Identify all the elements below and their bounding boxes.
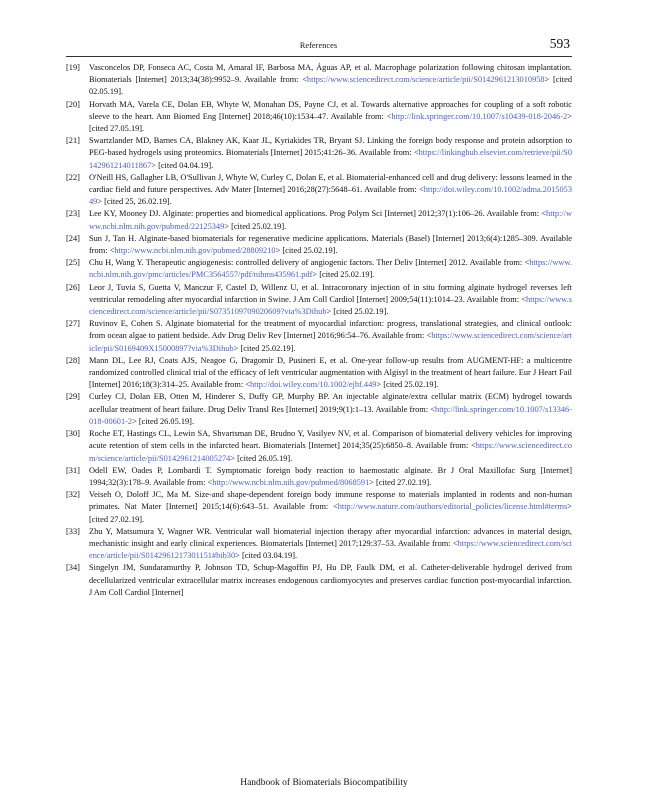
reference-item [66, 282, 572, 319]
reference-cited: > [cited 02.05.19]. [89, 75, 572, 97]
reference-cited: > [cited 25.02.19]. [326, 307, 389, 317]
reference-number: [23] [66, 209, 80, 219]
reference-link[interactable]: http://www.ncbi.nlm.nih.gov/pubmed/8068591 [212, 477, 370, 487]
reference-item [66, 257, 572, 281]
reference-item [66, 465, 572, 489]
reference-item [66, 172, 572, 209]
reference-text: Singelyn JM, Sundaramurthy P, Johnson TD, Schup-Magoffin PJ, Hu DP, Faulk DM, et al. Catheter-deliverable hydrogel derived from decellularized ventricular extracellular matrix increases endogenous cardiomyocytes and preserves cardiac function post-myocardial infarction. J Am Coll Cardiol [Internet] [89, 563, 572, 597]
reference-link[interactable]: https://www.sciencedirect.com/science/article/pii/S0142961217301151#bib30 [89, 538, 572, 561]
reference-link[interactable]: http://www.ncbi.nlm.nih.gov/pubmed/28809210 [114, 246, 276, 256]
reference-number: [34] [66, 563, 80, 573]
reference-cited: > [cited 27.02.19]. [89, 502, 572, 524]
reference-text: Chu H, Wang Y. Therapeutic angiogenesis: controlled delivery of angiogenic factors. Ther Deliv [Internet] 2012. Available from: < [89, 258, 530, 268]
reference-item [66, 135, 572, 172]
reference-text: Lee KY, Mooney DJ. Alginate: properties and biomedical applications. Prog Polym Sci [Internet] 2012;37(1):106–26. Available from: < [89, 209, 547, 219]
running-header [67, 36, 570, 52]
reference-link[interactable]: https://linkinghub.elsevier.com/retrieve/pii/S0142961214011867 [89, 148, 572, 170]
reference-link[interactable]: http://link.springer.com/10.1007/s10439-018-2046-2 [391, 111, 568, 121]
reference-number: [24] [66, 233, 80, 243]
reference-cited: > [cited 25, 26.02.19]. [97, 197, 172, 207]
reference-link[interactable]: https://www.sciencedirect.com/science/article/pii/S0735109709020609?via%3Dihub [89, 294, 572, 317]
reference-cited: > [cited 25.02.19]. [275, 246, 338, 256]
reference-text: Roche ET, Hastings CL, Lewin SA, Shvartsman DE, Brudno Y, Vasilyev NV, et al. Comparison of biomaterial delivery vehicles for improving acute retention of stem cells in the infarcted heart. Biomaterials [Internet] 2014;35(25):6850–8. Available from: < [89, 429, 572, 451]
reference-cited: > [cited 03.04.19]. [235, 551, 298, 561]
reference-text: Odell EW, Oades P, Lombardi T. Symptomatic foreign body reaction to haemostatic alginate. Br J Oral Maxillofac Surg [Internet] 1994;32(3):178–9. Available from: < [89, 465, 572, 487]
reference-number: [29] [66, 392, 80, 402]
reference-link[interactable]: https://www.sciencedirect.com/science/article/pii/S0142961213010958 [306, 75, 545, 85]
header-rule [66, 56, 572, 57]
reference-number: [26] [66, 282, 80, 292]
reference-item [66, 318, 572, 355]
reference-item [66, 233, 572, 257]
reference-number: [27] [66, 319, 80, 329]
reference-text: Veiseh O, Doloff JC, Ma M. Size-and shape-dependent foreign body immune response to materials implanted in rodents and non-human primates. Nat Mater [Internet] 2015;14(6):643–51. Available from: < [89, 490, 572, 512]
reference-text: Mann DL, Lee RJ, Coats AJS, Neagoe G, Dragomir D, Pusineri E, et al. One-year follow-up results from AUGMENT-HF: a multicentre randomized controlled clinical trial of the efficacy of left ventricular augmentation with Algisyl in the treatment of heart failure. Eur J Heart Fail [Internet] 2016;18(3):314–25. Available from: < [89, 355, 572, 390]
reference-text: Sun J, Tan H. Alginate-based biomaterials for regenerative medicine applications. Materials (Basel) [Internet] 2013;6(4):1285–309. Available from: < [89, 233, 572, 256]
reference-item [66, 208, 572, 232]
reference-list [66, 62, 572, 599]
reference-item [66, 62, 572, 99]
reference-cited: > [cited 27.05.19]. [89, 111, 572, 134]
reference-cited: > [cited 04.04.19]. [151, 160, 214, 170]
reference-number: [32] [66, 490, 80, 500]
reference-cited: > [cited 25.02.19]. [233, 343, 296, 353]
reference-text: Leor J, Tuvia S, Guetta V, Manczur F, Castel D, Willenz U, et al. Intracoronary injection of in situ forming alginate hydrogel reverses left ventricular remodeling after myocardial infarction in Swine. J Am Coll Cardiol [Internet] 2009;54(11):1014–23. Available from: < [89, 282, 572, 304]
reference-item [66, 489, 572, 526]
reference-link[interactable]: https://www.sciencedirect.com/science/article/pii/S0169409X15000897?via%3Dihub [89, 331, 572, 353]
reference-text: Curley CJ, Dolan EB, Otten M, Hinderer S, Duffy GP, Murphy BP. An injectable alginate/extra cellular matrix (ECM) hydrogel towards acellular treatment of heart failure. Drug Deliv Transl Res [Internet] 2019;9(1):1–13. Available from: < [89, 392, 572, 414]
reference-cited: > [cited 25.02.19]. [376, 380, 439, 390]
reference-cited: > [cited 26.05.19]. [230, 453, 293, 463]
reference-link[interactable]: http://www.nature.com/authors/editorial_policies/license.html#terms [337, 502, 568, 512]
reference-link[interactable]: http://doi.wiley.com/10.1002/adma.201505349 [89, 185, 572, 207]
reference-number: [31] [66, 465, 80, 475]
reference-text: Vasconcelos DP, Fonseca AC, Costa M, Amaral IF, Barbosa MA, Águas AP, et al. Macrophage polarization following chitosan implantation. Biomaterials [Internet] 2013;34(38):9952–9. Available from: < [89, 63, 572, 85]
reference-item [66, 391, 572, 428]
reference-text: Horvath MA, Varela CE, Dolan EB, Whyte W, Monahan DS, Payne CJ, et al. Towards alternative approaches for coupling of a soft robotic sleeve to the heart. Ann Biomed Eng [Internet] 2018;46(10):1534–47. Available from: < [89, 99, 572, 121]
reference-item [66, 355, 572, 392]
reference-number: [30] [66, 429, 80, 439]
reference-number: [25] [66, 258, 80, 268]
reference-link[interactable]: https://www.ncbi.nlm.nih.gov/pmc/articles/PMC3564557/pdf/nihms435961.pdf [89, 258, 572, 280]
reference-cited: > [cited 25.02.19]. [312, 270, 375, 280]
reference-text: O'Neill HS, Gallagher LB, O'Sullivan J, Whyte W, Curley C, Dolan E, et al. Biomaterial-enhanced cell and drug delivery: lessons learned in the cardiac field and future perspectives. Adv Mater [Internet] 2016;28(27):5648–61. Available from: < [89, 172, 572, 195]
reference-number: [19] [66, 63, 80, 72]
reference-item [66, 428, 572, 465]
reference-item [66, 99, 572, 136]
reference-item [66, 562, 572, 599]
reference-link[interactable]: http://link.springer.com/10.1007/s13346-018-00601-2 [89, 404, 572, 426]
reference-text: Swartzlander MD, Barnes CA, Blakney AK, Kaar JL, Kyriakides TR, Bryant SJ. Linking the foreign body response and protein adsorption to PEG-based hydrogels using proteomics. Biomaterials [Internet] 2015;41:26–36. Available from: < [89, 136, 572, 158]
running-footer: Handbook of Biomaterials Biocompatibility [240, 778, 408, 788]
page-number: 593 [549, 36, 570, 51]
reference-number: [20] [66, 99, 80, 109]
reference-link[interactable]: https://www.sciencedirect.com/science/article/pii/S0142961214005274 [89, 441, 572, 463]
reference-link[interactable]: http://doi.wiley.com/10.1002/ejhf.449 [249, 380, 377, 390]
reference-cited: > [cited 27.02.19]. [369, 477, 432, 487]
reference-number: [21] [66, 136, 80, 146]
running-header-title: References [299, 41, 338, 50]
reference-cited: > [cited 25.02.19]. [224, 221, 287, 231]
reference-item [66, 526, 572, 563]
reference-number: [22] [66, 172, 80, 182]
reference-link[interactable]: http://www.ncbi.nlm.nih.gov/pubmed/22125349 [89, 209, 572, 231]
reference-number: [33] [66, 526, 80, 536]
reference-text: Zhu Y, Matsumura Y, Wagner WR. Ventricular wall biomaterial injection therapy after myocardial infarction: advances in material design, mechanistic insight and early clinical experiences. Biomaterials [Internet] 2017;129:37–53. Available from: < [89, 526, 572, 548]
reference-number: [28] [66, 355, 80, 365]
reference-cited: > [cited 26.05.19]. [132, 416, 195, 426]
reference-text: Ruvinov E, Cohen S. Alginate biomaterial for the treatment of myocardial infarction: progress, translational strategies, and clinical outlook: from ocean algae to patient bedside. Adv Drug Deliv Rev [Internet] 2016;96:54–76. Available from: < [89, 319, 572, 341]
